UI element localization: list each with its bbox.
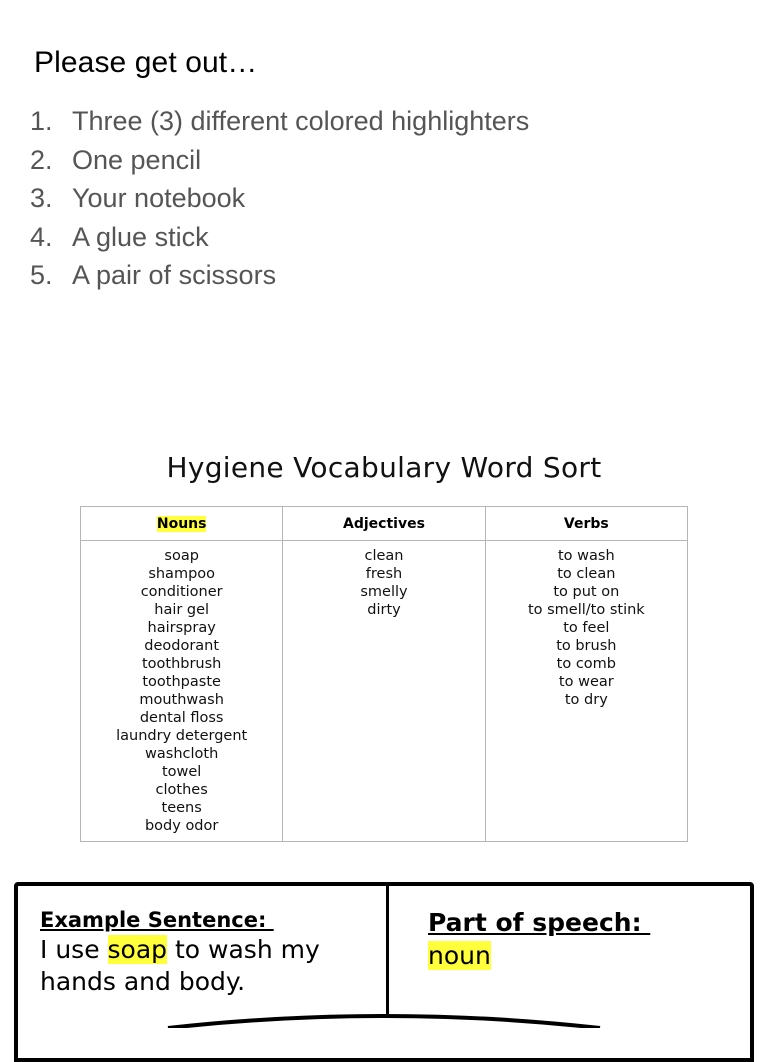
list-item (30, 141, 529, 180)
noun-word: deodorant (144, 638, 220, 654)
table-row (81, 541, 688, 842)
noun-word: body odor (144, 818, 219, 834)
verbs-header-label: Verbs (563, 515, 609, 532)
word-sort-title: Hygiene Vocabulary Word Sort (166, 451, 602, 484)
noun-word: clothes (155, 782, 208, 798)
list-item (30, 179, 529, 218)
verb-word: to comb (556, 656, 616, 672)
list-item-text: A glue stick (72, 221, 209, 252)
verb-word: to dry (564, 692, 608, 708)
list-item (30, 256, 529, 295)
list-item (30, 102, 529, 141)
list-item-text: Your notebook (72, 183, 246, 213)
verb-word: to wear (558, 674, 614, 690)
verb-word: to wash (558, 548, 615, 564)
noun-word: washcloth (145, 746, 219, 762)
verb-word: to clean (557, 566, 616, 582)
list-item-number: 3. (30, 183, 53, 213)
sentence-start: I use (40, 935, 108, 964)
verb-word: to feel (563, 620, 610, 636)
noun-word: hairspray (147, 620, 216, 636)
adjective-word: dirty (367, 602, 401, 618)
nouns-header-label: Nouns (156, 515, 207, 532)
list-item-text: A pair of scissors (72, 260, 277, 290)
part-of-speech-value (428, 940, 491, 972)
noun-word: mouthwash (139, 692, 224, 708)
adjective-word: smelly (360, 584, 408, 600)
part-of-speech-label: Part of speech: (428, 908, 651, 937)
list-item-number: 1. (30, 106, 53, 136)
example-sentence (40, 934, 380, 998)
verb-word: to smell/to stink (527, 602, 645, 618)
noun-word: toothbrush (141, 656, 222, 672)
list-item-number: 4. (30, 221, 53, 252)
verbs-cell (485, 541, 687, 842)
supplies-list (30, 102, 529, 295)
noun-word: teens (161, 800, 202, 816)
example-sentence-label: Example Sentence: (40, 908, 274, 932)
example-card (14, 882, 754, 1062)
adjectives-header (283, 507, 485, 541)
list-item-number: 5. (30, 260, 53, 290)
list-item-text: Three (3) different colored highlighters (72, 106, 530, 136)
noun-word: soap (164, 548, 199, 564)
adjectives-header-label: Adjectives (343, 515, 425, 532)
page-heading: Please get out… (34, 46, 258, 79)
verbs-header (485, 507, 687, 541)
noun-word: towel (161, 764, 202, 780)
noun-word: hair gel (154, 602, 210, 618)
verb-word: to brush (556, 638, 617, 654)
sentence-end: to wash my hands and body. (40, 935, 320, 996)
noun-word: dental floss (139, 710, 224, 726)
noun-word: conditioner (140, 584, 223, 600)
noun-word: toothpaste (142, 674, 221, 690)
list-item-text: One pencil (72, 144, 202, 175)
part-of-speech-highlight: noun (428, 941, 491, 970)
sentence-highlight: soap (107, 935, 168, 964)
list-item-number: 2. (30, 144, 53, 175)
list-item (30, 218, 529, 257)
nouns-cell (81, 541, 283, 842)
noun-word: shampoo (148, 566, 216, 582)
table-header-row (81, 507, 688, 541)
word-sort-table (80, 506, 688, 842)
nouns-header (81, 507, 283, 541)
adjectives-cell (283, 541, 485, 842)
adjective-word: clean (364, 548, 404, 564)
noun-word: laundry detergent (116, 728, 248, 744)
adjective-word: fresh (365, 566, 403, 582)
verb-word: to put on (553, 584, 620, 600)
